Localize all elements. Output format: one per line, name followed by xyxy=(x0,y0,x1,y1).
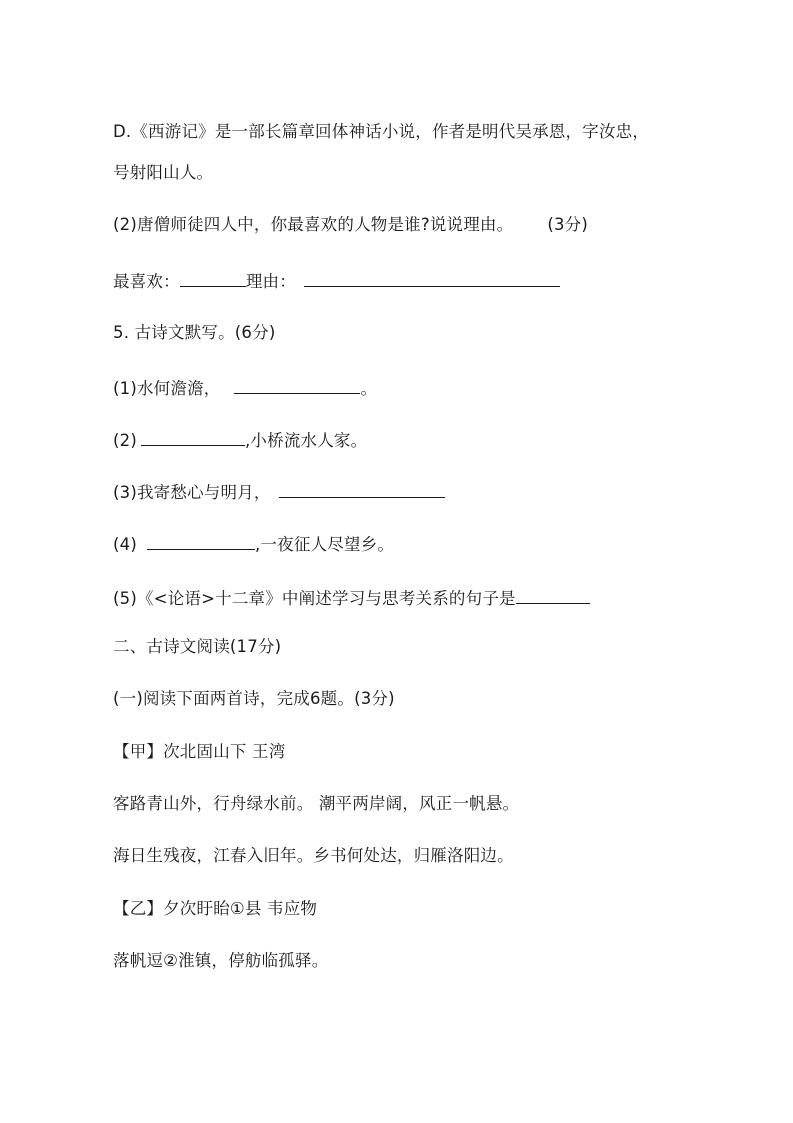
punctuation: 。 xyxy=(360,379,378,398)
reason-label: 理由： xyxy=(245,272,296,291)
prompt-text: (5)《<论语>十二章》中阐述学习与思考关系的句子是 xyxy=(113,589,516,608)
poem-yi-title xyxy=(113,898,317,920)
answer-blank-4[interactable] xyxy=(147,533,255,550)
section-5-heading xyxy=(113,322,275,344)
poem-yi-line-1 xyxy=(113,950,328,972)
poem-text: 客路青山外，行舟绿水前。 潮平两岸阔，风正一帆悬。 xyxy=(113,794,520,813)
heading-text: 5. 古诗文默写。(6分) xyxy=(113,323,276,342)
favorite-blank[interactable] xyxy=(180,270,246,287)
answer-line-favorite xyxy=(113,270,560,293)
text-line-xiyouji xyxy=(113,121,649,143)
prompt-text: (3)我寄愁心与明月， xyxy=(113,483,271,502)
prompt-text: (4) xyxy=(113,535,137,554)
answer-blank-1[interactable] xyxy=(234,377,360,394)
poem-blank-1 xyxy=(113,377,377,400)
answer-blank-2[interactable] xyxy=(141,429,245,446)
poem-title: 【甲】次北固山下 王湾 xyxy=(113,742,286,761)
answer-blank-5[interactable] xyxy=(516,587,590,604)
heading-text: 二、古诗文阅读(17分) xyxy=(113,637,282,656)
poem-title: 【乙】夕次盱眙①县 韦应物 xyxy=(113,899,318,918)
favorite-label: 最喜欢： xyxy=(113,272,180,291)
poem-blank-5 xyxy=(113,587,590,610)
poem-blank-3 xyxy=(113,481,445,504)
question-text: (2)唐僧师徒四人中，你最喜欢的人物是谁?说说理由。 xyxy=(113,215,514,234)
text-span: 号射阳山人。 xyxy=(113,163,214,182)
answer-blank-3[interactable] xyxy=(279,481,445,498)
reading-instruction xyxy=(113,688,395,710)
poem-blank-2 xyxy=(113,429,367,452)
text-line-sheyang xyxy=(113,162,213,184)
section-2-heading xyxy=(113,636,281,658)
prompt-text: (2) xyxy=(113,431,137,450)
poem-jia-title xyxy=(113,741,285,763)
reason-blank[interactable] xyxy=(304,270,560,287)
question-2-line xyxy=(113,214,588,236)
text-span: D.《西游记》是一部长篇章回体神话小说，作者是明代吴承恩，字汝忠， xyxy=(113,122,650,141)
prompt-text: (1)水何澹澹， xyxy=(113,379,221,398)
poem-blank-4 xyxy=(113,533,394,556)
score-label: (3分) xyxy=(547,215,589,234)
poem-text: 落帆逗②淮镇，停舫临孤驿。 xyxy=(113,951,329,970)
poem-text: 海日生残夜，江春入旧年。乡书何处达，归雁洛阳边。 xyxy=(113,846,514,865)
poem-jia-line-2 xyxy=(113,845,514,867)
prompt-text: ,小桥流水人家。 xyxy=(244,431,368,450)
poem-jia-line-1 xyxy=(113,793,519,815)
instruction-text: (一)阅读下面两首诗，完成6题。(3分) xyxy=(113,689,395,708)
prompt-text: ,一夜征人尽望乡。 xyxy=(254,535,395,554)
